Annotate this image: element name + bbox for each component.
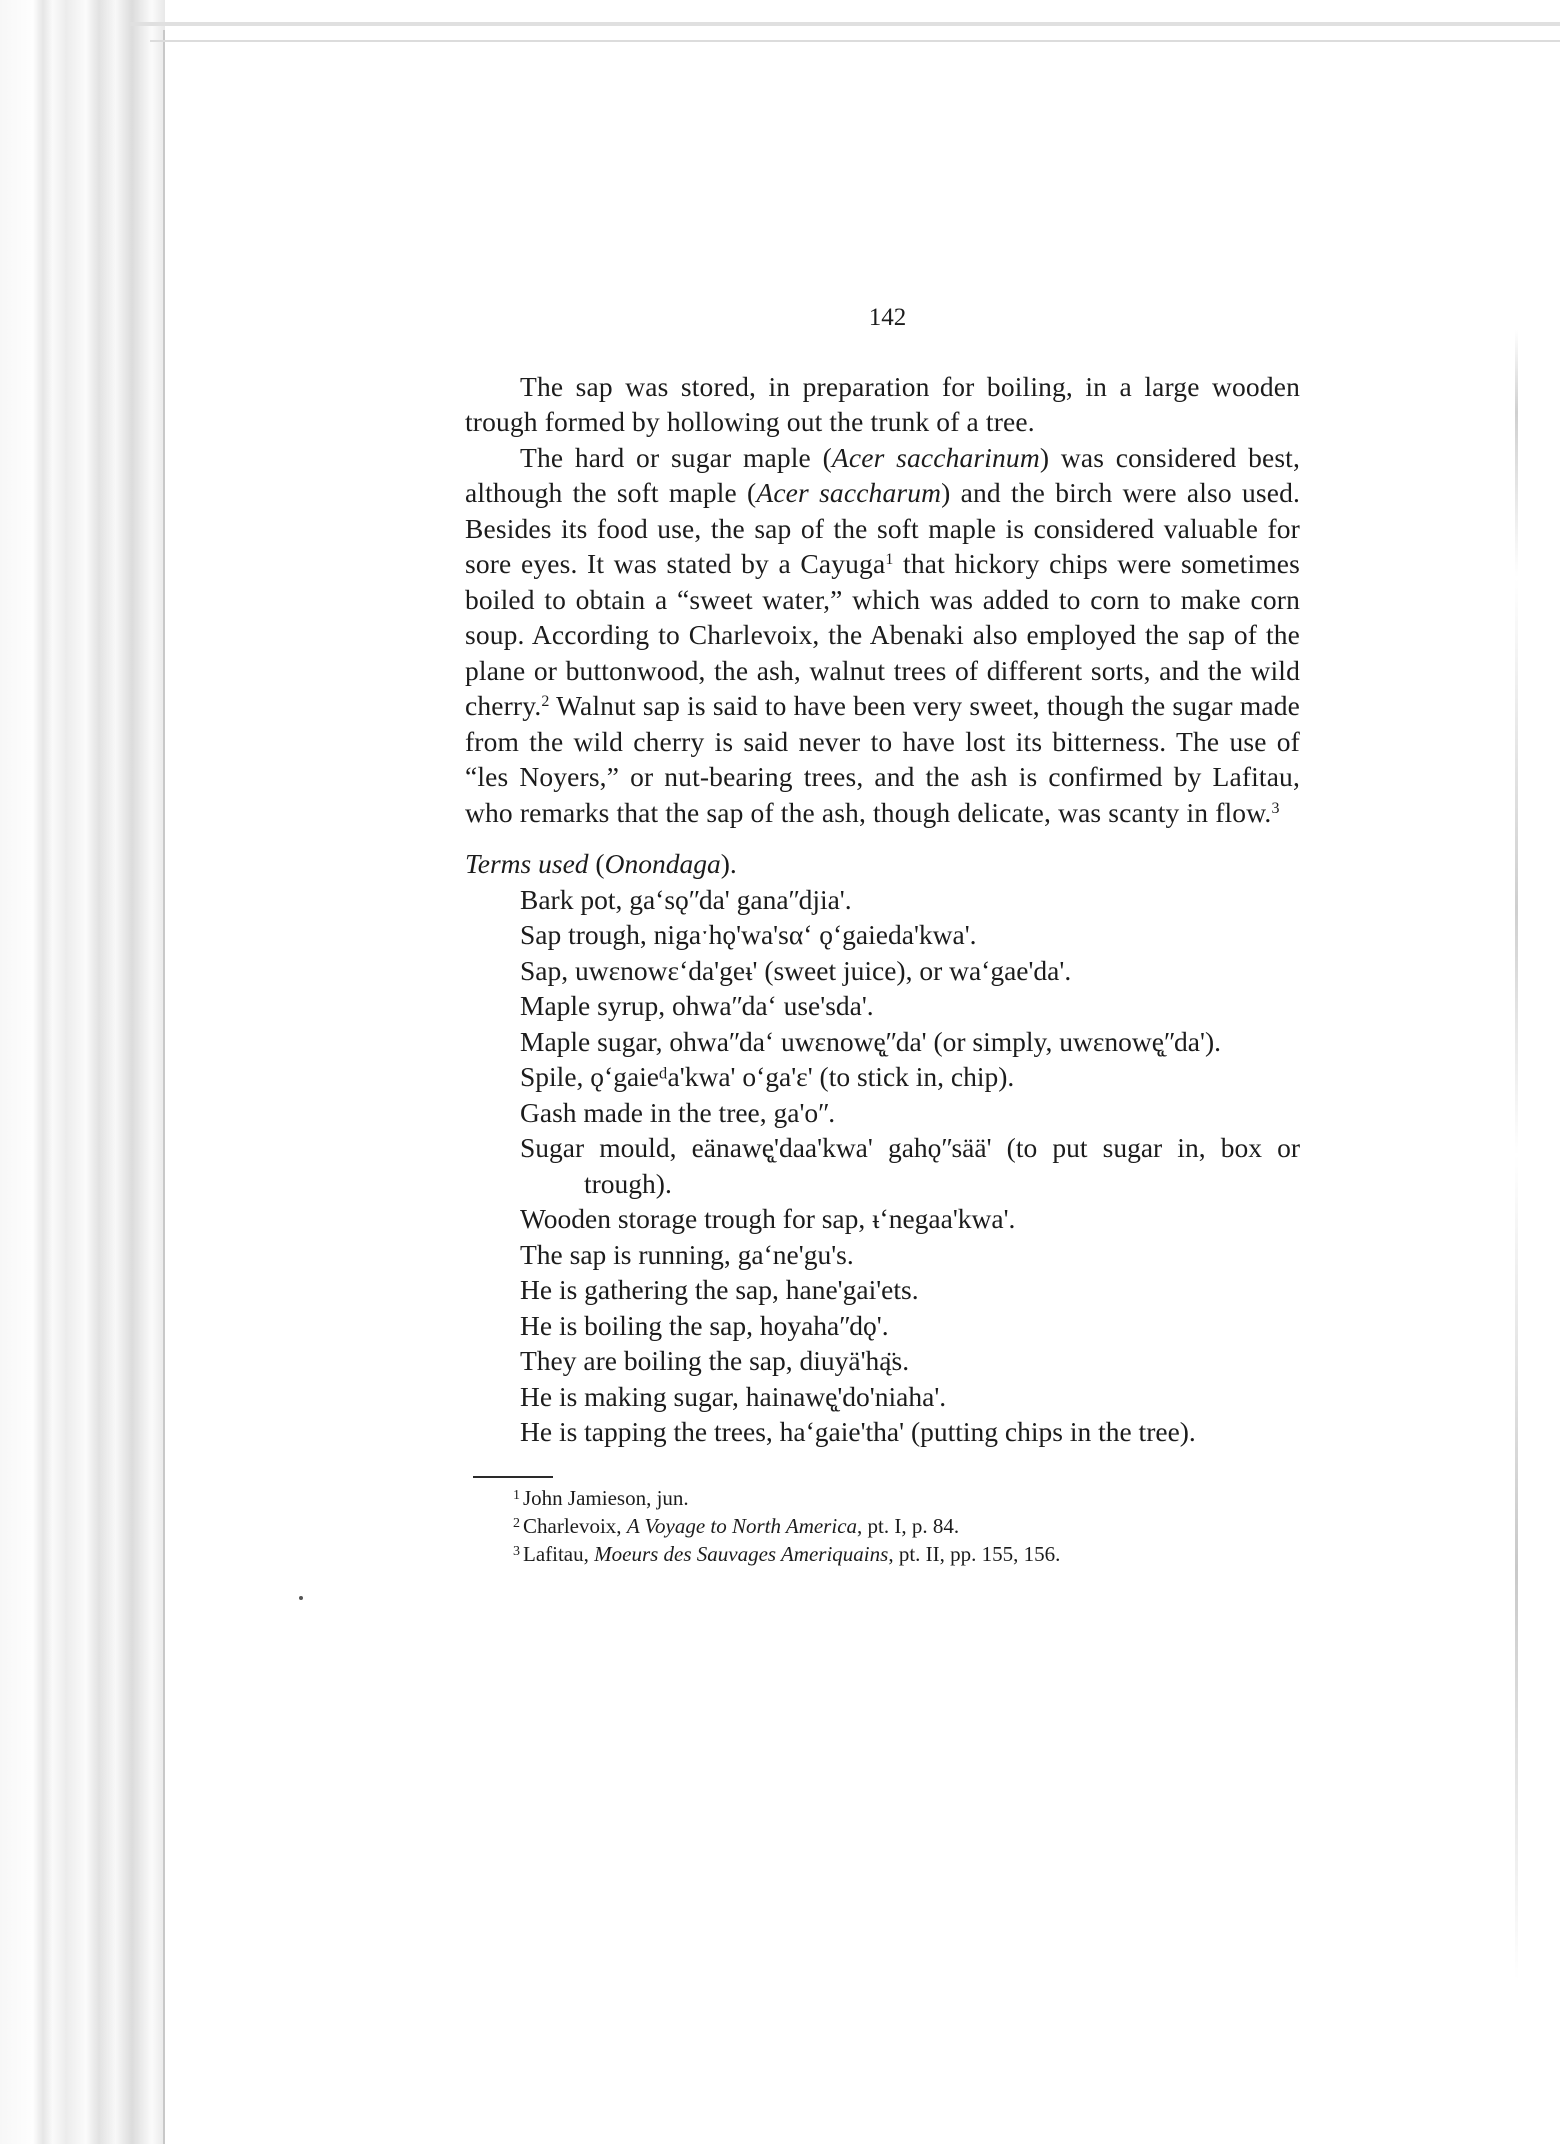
term-item: He is gathering the sap, hane'gai'ets.	[520, 1274, 919, 1305]
term-item: Maple syrup, ohwaʺdaʻ use'sda'.	[520, 990, 874, 1021]
term-item: Wooden storage trough for sap, ᵼʻnegaa'kwa'.	[520, 1203, 1016, 1234]
footnote-3	[513, 1540, 1300, 1568]
page-text-block	[465, 300, 1300, 1568]
footnote-ref: 3	[1271, 799, 1280, 817]
term-item: Sap trough, nigaˑhǫ'wa'sαʻ ǫʻgaieda'kwa'.	[520, 919, 977, 950]
stacked-page-edges	[0, 0, 165, 2144]
footnote-mark: 2	[513, 1515, 520, 1531]
footnote-title: A Voyage to North America	[626, 1513, 858, 1538]
terms-list	[465, 882, 1300, 1450]
footnote-ref: 1	[885, 551, 894, 568]
paragraph-text: Walnut sap is said to have been very sweet, though the sugar made from the wild cherry is said never to have lost its bitterness. The use of “les Noyers,” or nut-bearing trees, and the ash is confirmed by Lafitau, who remarks that the sap of the ash, though delicate, was scanty in flow.	[465, 690, 1300, 828]
footnote-title: Moeurs des Sauvages Ameriquains	[594, 1541, 889, 1566]
page-number: 142	[868, 304, 907, 331]
footnote-ref: 2	[541, 693, 550, 710]
top-page-edge	[130, 22, 1560, 26]
term-item: Gash made in the tree, ga'oʺ.	[520, 1096, 836, 1128]
footnote-mark: 3	[513, 1543, 520, 1559]
footnote-text: Charlevoix,	[523, 1513, 627, 1538]
paragraph-maple-species	[465, 440, 1300, 831]
paragraph-text: that hickory chips were sometimes boiled to obtain a “sweet water,” which was added to corn to make corn soup. According to Charlevoix, the Abenaki also employed the sap of the plane or buttonwood, the ash, walnut trees of different sorts, and the wild cherry.	[465, 548, 1301, 721]
term-item: He is boiling the sap, hoyahaʺdǫ'.	[520, 1309, 889, 1341]
footnote-text: John Jamieson, jun.	[523, 1485, 689, 1510]
term-item: Bark pot, gaʻsǫʺda' ganaʺdjia'.	[520, 883, 852, 915]
paragraph-text: ) and the birch were also used. Besides its food use, the sap of the soft maple is considered valuable for sore eyes. It was stated by a Cayuga	[465, 477, 1301, 579]
footnote-mark: 1	[513, 1487, 520, 1503]
term-item: Maple sugar, ohwaʺdaʻ uwɛnowę̨ʺda' (or simply, uwɛnowę̨ʺda').	[520, 1025, 1221, 1057]
terms-heading	[465, 846, 1300, 882]
terms-heading-paren: ).	[720, 848, 737, 879]
footnote-text: , pt. I, p. 84.	[857, 1513, 960, 1538]
footnote-text: Lafitau,	[523, 1541, 595, 1566]
terms-heading-language: Onondaga	[604, 848, 721, 879]
paragraph-sap-storage	[465, 369, 1300, 440]
footnote-rule	[473, 1476, 553, 1478]
term-item: He is making sugar, hainawę̨'do'niaha'.	[520, 1380, 947, 1412]
term-item: Sugar mould, eänawę̨'daa'kwa' gahǫʺsää' (to put sugar in, box or trough).	[520, 1132, 1300, 1199]
term-item: Sap, uwɛnowɛʻda'geᵼ' (sweet juice), or waʻgae'da'.	[520, 954, 1072, 986]
footnote-text: , pt. II, pp. 155, 156.	[888, 1541, 1061, 1566]
footnote-1	[513, 1484, 1300, 1512]
terms-heading-label: Terms used	[465, 848, 589, 879]
term-item: They are boiling the sap, diuyä'hą̈s.	[520, 1345, 910, 1376]
paragraph-text: ) was considered best, although the soft maple (	[465, 441, 1300, 508]
footnotes	[513, 1484, 1300, 1568]
speck-mark	[299, 1596, 303, 1600]
paragraph-text: The sap was stored, in preparation for boiling, in a large wooden trough formed by hollowing out the trunk of a tree.	[465, 370, 1300, 437]
right-page-edge	[1515, 330, 1518, 1980]
top-page-edge-inner	[150, 40, 1560, 42]
footnote-2	[513, 1512, 1300, 1540]
species-name: Acer saccharinum	[831, 441, 1040, 473]
term-item: The sap is running, gaʻne'gu's.	[520, 1238, 854, 1270]
term-item: He is tapping the trees, haʻgaie'tha' (putting chips in the tree).	[520, 1416, 1196, 1447]
terms-heading-paren: (	[588, 848, 605, 879]
term-item: Spile, ǫʻgaieᵈa'kwa' oʻga'ɛ' (to stick in, chip).	[520, 1061, 1015, 1092]
paragraph-text: The hard or sugar maple (	[520, 441, 832, 473]
species-name: Acer saccharum	[756, 477, 942, 508]
